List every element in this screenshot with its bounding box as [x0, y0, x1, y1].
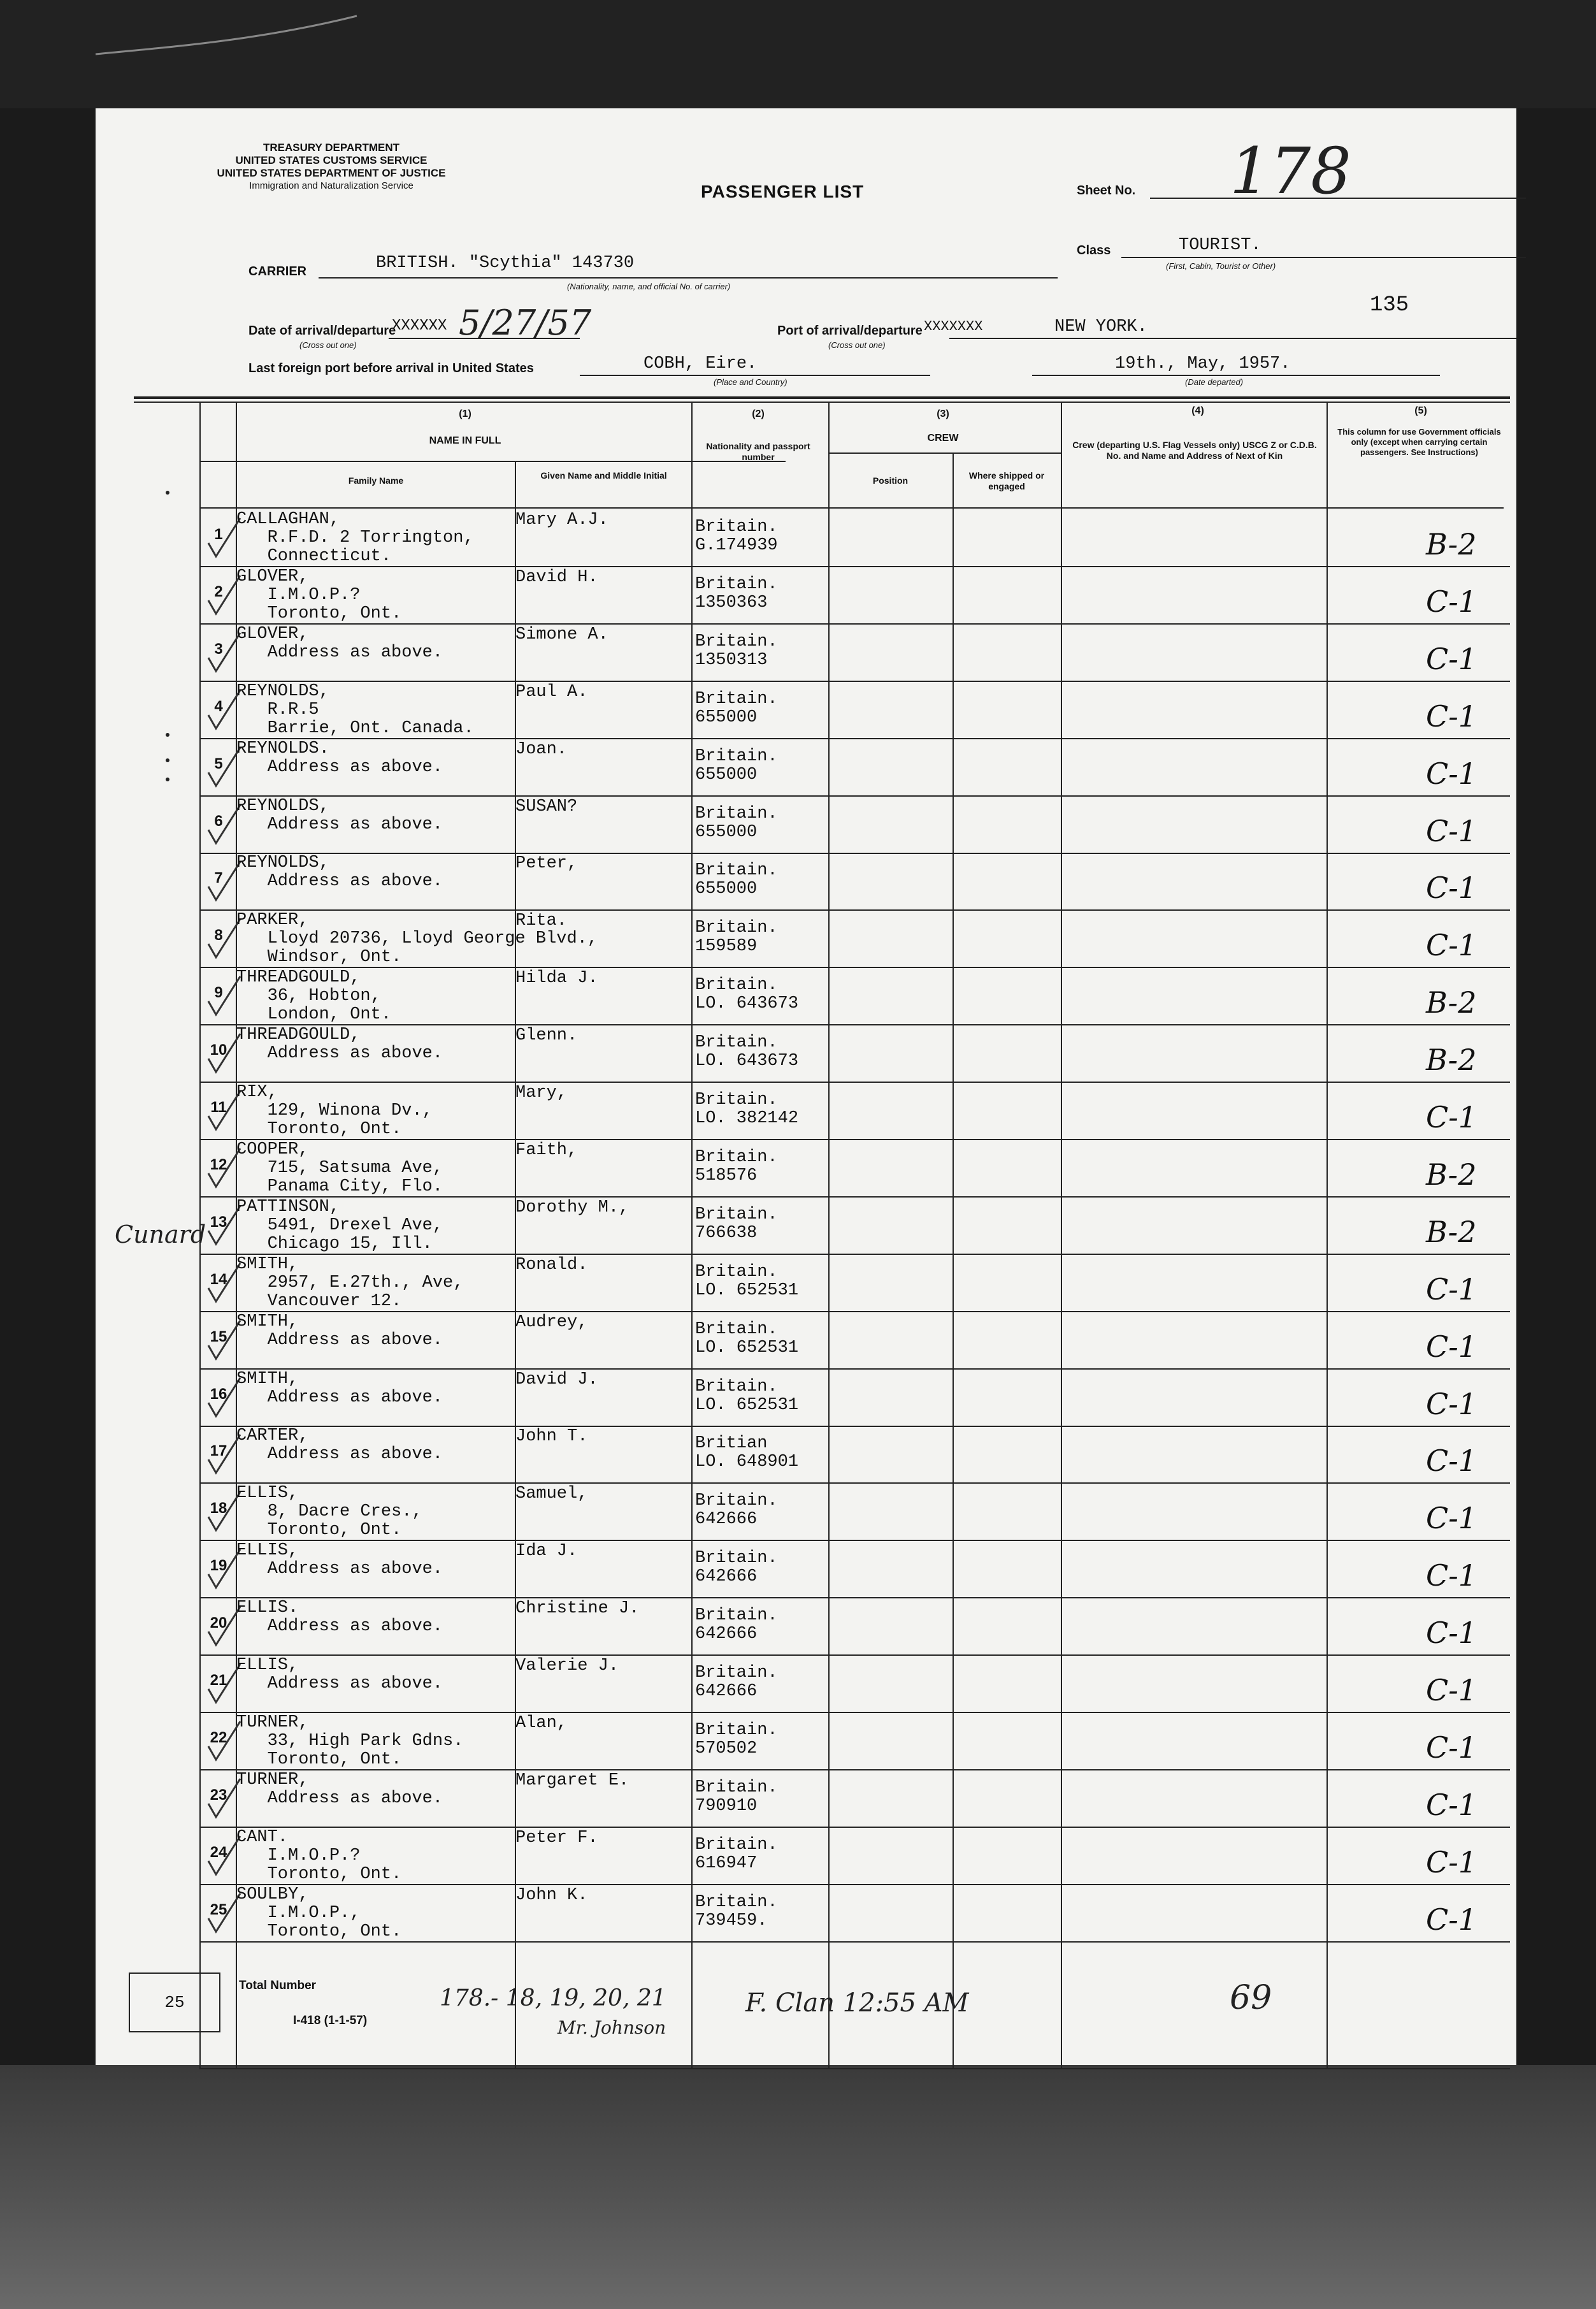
nationality-passport: Britain. 766638 — [695, 1205, 778, 1243]
nationality-passport: Britain. LO. 643673 — [695, 1033, 799, 1071]
last-port-hint: (Place and Country) — [714, 377, 787, 387]
agency-block — [153, 141, 510, 192]
official-class-code: C-1 — [1426, 928, 1477, 963]
family-name-address: TURNER, 33, High Park Gdns. Toronto, Ont. — [236, 1712, 464, 1769]
family-name-address: GLOVER, Address as above. — [236, 624, 443, 662]
family-name-address: REYNOLDS, R.R.5 Barrie, Ont. Canada. — [236, 681, 474, 738]
row-number: 13 — [210, 1213, 227, 1231]
row-number: 25 — [210, 1900, 227, 1918]
row-number: 6 — [214, 812, 223, 830]
col5-number: (5) — [1414, 405, 1427, 416]
table-row — [199, 1883, 1510, 1943]
arrival-date-label: Date of arrival/departure — [248, 324, 396, 338]
table-row — [199, 1310, 1510, 1370]
where-shipped-header: Where shipped or engaged — [968, 470, 1045, 491]
form-title: PASSENGER LIST — [701, 182, 865, 201]
table-row — [199, 1024, 1510, 1083]
last-port-underline — [580, 375, 930, 376]
family-name-address: CALLAGHAN, R.F.D. 2 Torrington, Connecticut. — [236, 510, 474, 566]
official-class-code: C-1 — [1426, 1444, 1477, 1479]
row-number: 16 — [210, 1385, 227, 1403]
row-number: 17 — [210, 1442, 227, 1460]
official-class-code: C-1 — [1426, 1902, 1477, 1937]
class-underline — [1121, 257, 1526, 258]
nationality-passport: Britain. 790910 — [695, 1777, 778, 1816]
total-number-box: 25 — [129, 1972, 220, 2032]
row-number: 11 — [210, 1099, 227, 1116]
given-name: David J. — [515, 1370, 598, 1389]
nationality-passport: Britain. 655000 — [695, 861, 778, 899]
nationality-passport: Britain. LO. 652531 — [695, 1319, 799, 1357]
nationality-passport: Britain. 642666 — [695, 1606, 778, 1644]
table-row — [199, 909, 1510, 968]
given-name: Alan, — [515, 1713, 568, 1733]
family-name-address: REYNOLDS, Address as above. — [236, 853, 443, 892]
given-name: Audrey, — [515, 1312, 588, 1332]
scan-bottom-edge — [0, 2065, 1596, 2309]
row-number: 14 — [210, 1270, 227, 1288]
form-number: I-418 (1-1-57) — [293, 2014, 368, 2027]
family-name-header: Family Name — [348, 475, 404, 486]
date-departed-underline — [1032, 375, 1440, 376]
class-value: TOURIST. — [1179, 236, 1262, 255]
nationality-passport: Britain. LO. 652531 — [695, 1262, 799, 1300]
footer-note-name: Mr. Johnson — [557, 2017, 666, 2038]
col2-header: Nationality and passport number — [706, 441, 810, 462]
given-name: Margaret E. — [515, 1770, 629, 1790]
col2-number: (2) — [752, 409, 765, 419]
given-name: Ida J. — [515, 1542, 578, 1561]
row-number: 1 — [214, 526, 223, 543]
carrier-value: BRITISH. "Scythia" 143730 — [376, 254, 635, 273]
carrier-hint: (Nationality, name, and official No. of carrier) — [567, 282, 731, 291]
row-number: 4 — [214, 697, 223, 715]
given-name: Ronald. — [515, 1255, 588, 1275]
given-name: Dorothy M., — [515, 1198, 629, 1217]
official-class-code: C-1 — [1426, 1271, 1477, 1307]
family-name-address: ELLIS. Address as above. — [236, 1598, 443, 1637]
page-number-stamp: 135 — [1370, 293, 1409, 317]
nationality-passport: Britain. 518576 — [695, 1147, 778, 1185]
table-top-rule-2 — [134, 402, 1510, 403]
official-class-code: C-1 — [1426, 1386, 1477, 1421]
given-name: Christine J. — [515, 1599, 640, 1619]
row-number: 12 — [210, 1155, 227, 1173]
binding-dot — [166, 733, 169, 737]
position-header: Position — [872, 475, 909, 486]
given-name: Mary A.J. — [515, 510, 608, 530]
nationality-passport: Britain. 1350363 — [695, 574, 778, 612]
row-number: 5 — [214, 755, 223, 772]
table-bottom-rule — [199, 2068, 1510, 2069]
class-label: Class — [1077, 243, 1111, 257]
agency-line-3: UNITED STATES DEPARTMENT OF JUSTICE — [217, 167, 446, 179]
official-class-code: C-1 — [1426, 1844, 1477, 1879]
official-class-code: C-1 — [1426, 813, 1477, 848]
footer-note-count: 69 — [1230, 1979, 1272, 2017]
row-number: 3 — [214, 640, 223, 658]
official-class-code: B-2 — [1426, 1214, 1477, 1249]
nationality-passport: Britain. 655000 — [695, 689, 778, 727]
given-name: Peter, — [515, 854, 578, 874]
table-row — [199, 508, 1510, 567]
official-class-code: C-1 — [1426, 1673, 1477, 1707]
nationality-passport: Britain. 616947 — [695, 1835, 778, 1873]
row-number: 23 — [210, 1786, 227, 1804]
family-name-address: SMITH, Address as above. — [236, 1369, 443, 1407]
row-number: 20 — [210, 1614, 227, 1632]
official-class-code: C-1 — [1426, 1329, 1477, 1364]
nationality-passport: Britain. 655000 — [695, 746, 778, 785]
table-row — [199, 1081, 1510, 1140]
col1-number: (1) — [459, 409, 471, 419]
nationality-passport: Britain. 642666 — [695, 1491, 778, 1530]
table-row — [199, 1711, 1510, 1770]
nationality-passport: Britain. 655000 — [695, 804, 778, 842]
sheet-no-label: Sheet No. — [1077, 184, 1136, 198]
passenger-list-sheet — [96, 108, 1516, 2065]
port-underline — [949, 338, 1516, 339]
port-struck-text: XXXXXXX — [924, 319, 983, 335]
col3-header: CREW — [927, 433, 959, 444]
footer-note-rows: 178.- 18, 19, 20, 21 — [440, 1985, 666, 2011]
family-name-address: THREADGOULD, 36, Hobton, London, Ont. — [236, 968, 392, 1025]
given-name: Joan. — [515, 739, 568, 759]
row-number: 24 — [210, 1843, 227, 1861]
sheet-no-handwritten: 178 — [1230, 134, 1351, 208]
nationality-passport: Britain. LO. 652531 — [695, 1377, 799, 1415]
family-name-address: ELLIS, 8, Dacre Cres., Toronto, Ont. — [236, 1484, 422, 1540]
last-port-value: COBH, Eire. — [643, 354, 758, 373]
family-name-address: PARKER, Lloyd 20736, Lloyd George Blvd., Windsor, Ont. — [236, 911, 598, 967]
row-number: 15 — [210, 1328, 227, 1345]
family-name-address: SMITH, Address as above. — [236, 1312, 443, 1350]
row-number: 18 — [210, 1500, 227, 1517]
given-name: Mary, — [515, 1083, 568, 1103]
given-name: Samuel, — [515, 1484, 588, 1504]
table-row — [199, 966, 1510, 1025]
nationality-passport: Britain. LO. 382142 — [695, 1090, 799, 1128]
nationality-passport: Britain. LO. 643673 — [695, 976, 799, 1014]
last-port-label: Last foreign port before arrival in United States — [248, 361, 534, 375]
official-class-code: B-2 — [1426, 985, 1477, 1020]
official-class-code: C-1 — [1426, 1100, 1477, 1134]
official-class-code: C-1 — [1426, 871, 1477, 906]
row-number: 7 — [214, 869, 223, 887]
port-hint: (Cross out one) — [828, 340, 886, 350]
official-class-code: C-1 — [1426, 1730, 1477, 1765]
table-row — [199, 1654, 1510, 1713]
table-row — [199, 737, 1510, 797]
carrier-underline — [319, 277, 1058, 279]
official-class-code: B-2 — [1426, 1043, 1477, 1078]
col5-header: This column for use Government officials only (except when carrying certain passengers. See Instructions) — [1337, 427, 1501, 457]
family-name-address: COOPER, 715, Satsuma Ave, Panama City, Flo. — [236, 1140, 443, 1196]
agency-line-1: TREASURY DEPARTMENT — [262, 141, 400, 154]
given-name-header: Given Name and Middle Initial — [540, 470, 667, 481]
table-row — [199, 565, 1510, 625]
family-name-address: REYNOLDS, Address as above. — [236, 796, 443, 834]
date-departed-hint: (Date departed) — [1185, 377, 1244, 387]
nationality-passport: Britian LO. 648901 — [695, 1434, 799, 1472]
pencil-scratch-mark — [96, 13, 363, 57]
nationality-passport: Britain. 739459. — [695, 1892, 778, 1930]
table-row — [199, 1424, 1510, 1484]
port-value: NEW YORK. — [1054, 317, 1147, 337]
nationality-passport: Britain. G.174939 — [695, 518, 778, 555]
family-name-address: SOULBY, I.M.O.P., Toronto, Ont. — [236, 1885, 402, 1941]
official-class-code: B-2 — [1426, 1157, 1477, 1192]
given-name: Paul A. — [515, 682, 588, 702]
agency-line-2: UNITED STATES CUSTOMS SERVICE — [235, 154, 428, 166]
family-name-address: GLOVER, I.M.O.P.? Toronto, Ont. — [236, 567, 402, 623]
row-number: 2 — [214, 583, 223, 600]
family-name-address: ELLIS, Address as above. — [236, 1656, 443, 1693]
row-number: 21 — [210, 1672, 227, 1689]
nationality-passport: Britain. 642666 — [695, 1663, 778, 1701]
official-class-code: C-1 — [1426, 1787, 1477, 1822]
table-row — [199, 1253, 1510, 1312]
family-name-address: CANT. I.M.O.P.? Toronto, Ont. — [236, 1827, 402, 1884]
family-name-address: RIX, 129, Winona Dv., Toronto, Ont. — [236, 1083, 433, 1139]
official-class-code: C-1 — [1426, 698, 1477, 734]
table-row — [199, 1596, 1510, 1656]
nationality-passport: Britain. 642666 — [695, 1549, 778, 1587]
name-header-divider — [199, 461, 786, 462]
row-number: 8 — [214, 927, 223, 945]
table-row — [199, 1482, 1510, 1541]
col1-header: NAME IN FULL — [429, 435, 501, 446]
arrival-date-handwritten: 5/27/57 — [459, 303, 592, 343]
arrival-date-underline — [389, 338, 580, 339]
given-name: Faith, — [515, 1140, 578, 1160]
margin-note-cunard: Cunard — [115, 1220, 206, 1249]
family-name-address: REYNOLDS. Address as above. — [236, 739, 443, 777]
nationality-passport: Britain. 1350313 — [695, 632, 778, 670]
col4-header: Crew (departing U.S. Flag Vessels only) USCG Z or C.D.B. No. and Name and Address of Next of Kin — [1072, 440, 1317, 461]
port-label: Port of arrival/departure — [777, 324, 923, 338]
official-class-code: C-1 — [1426, 1501, 1477, 1536]
scan-top-edge — [0, 0, 1596, 108]
table-row — [199, 1826, 1510, 1885]
given-name: John T. — [515, 1427, 588, 1447]
row-number: 22 — [210, 1728, 227, 1746]
given-name: Rita. — [515, 911, 568, 931]
footer-note-signature-time: F. Clan 12:55 AM — [745, 1988, 969, 2018]
given-name: Glenn. — [515, 1026, 578, 1046]
table-top-rule — [134, 396, 1510, 399]
row-number: 9 — [214, 984, 223, 1002]
nationality-passport: Britain. 570502 — [695, 1720, 778, 1758]
col4-number: (4) — [1191, 405, 1204, 416]
family-name-address: PATTINSON, 5491, Drexel Ave, Chicago 15, Ill. — [236, 1197, 443, 1254]
given-name: John K. — [515, 1885, 588, 1905]
crew-header-divider — [828, 452, 1061, 454]
binding-dot — [166, 758, 169, 762]
family-name-address: SMITH, 2957, E.27th., Ave, Vancouver 12. — [236, 1254, 464, 1311]
family-name-address: CARTER, Address as above. — [236, 1426, 443, 1465]
table-row — [199, 623, 1510, 682]
official-class-code: C-1 — [1426, 756, 1477, 791]
table-row — [199, 1539, 1510, 1598]
given-name: David H. — [515, 567, 598, 587]
carrier-label: CARRIER — [248, 264, 307, 279]
official-class-code: C-1 — [1426, 1558, 1477, 1593]
nationality-passport: Britain. 159589 — [695, 918, 778, 957]
given-name: Simone A. — [515, 625, 608, 644]
family-name-address: ELLIS, Address as above. — [236, 1541, 443, 1579]
given-name: SUSAN? — [515, 797, 578, 816]
table-row — [199, 1769, 1510, 1828]
table-row — [199, 680, 1510, 739]
table-row — [199, 851, 1510, 911]
table-row — [199, 1368, 1510, 1427]
official-class-code: C-1 — [1426, 584, 1477, 619]
row-number: 19 — [210, 1557, 227, 1575]
binding-dot — [166, 491, 169, 495]
date-departed-value: 19th., May, 1957. — [1115, 354, 1291, 373]
arrival-date-struck-text: XXXXXX — [392, 317, 447, 335]
table-row — [199, 1196, 1510, 1255]
given-name: Hilda J. — [515, 969, 598, 988]
official-class-code: C-1 — [1426, 641, 1477, 676]
family-name-address: THREADGOULD, Address as above. — [236, 1025, 443, 1064]
family-name-address: TURNER, Address as above. — [236, 1770, 443, 1808]
arrival-date-hint: (Cross out one) — [299, 340, 357, 350]
given-name: Peter F. — [515, 1828, 598, 1848]
total-number-label: Total Number — [239, 1979, 317, 1992]
table-row — [199, 1138, 1510, 1198]
given-name: Valerie J. — [515, 1656, 619, 1676]
agency-line-4: Immigration and Naturalization Service — [249, 180, 413, 191]
table-row — [199, 795, 1510, 854]
row-number: 10 — [210, 1041, 227, 1059]
binding-dot — [166, 778, 169, 781]
official-class-code: B-2 — [1426, 527, 1477, 561]
official-class-code: C-1 — [1426, 1616, 1477, 1651]
class-hint: (First, Cabin, Tourist or Other) — [1166, 261, 1276, 271]
col3-number: (3) — [937, 409, 949, 419]
